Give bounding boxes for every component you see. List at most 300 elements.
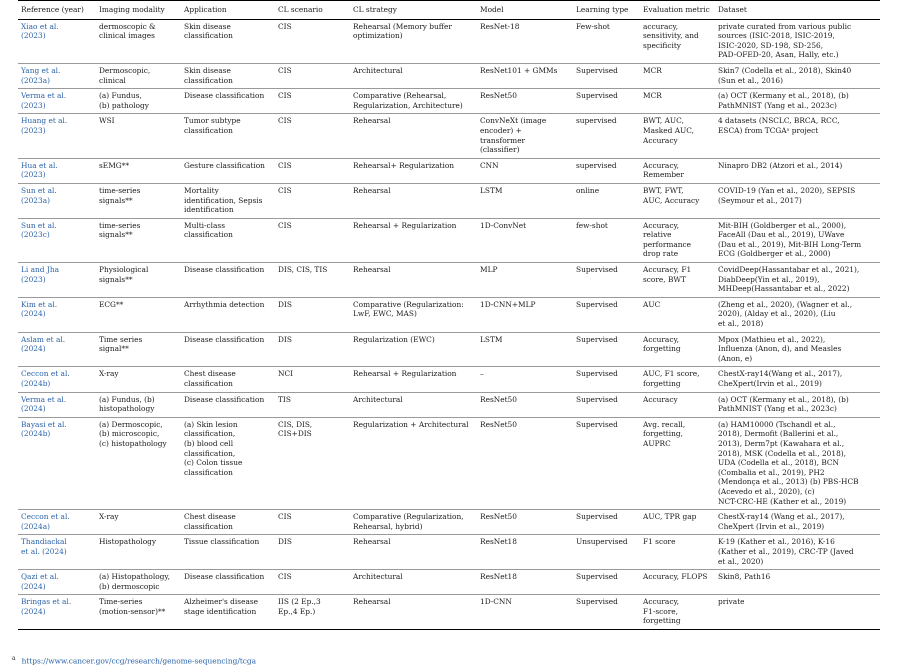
application-line: Gesture classification — [184, 160, 265, 170]
scenario-line: CIS — [278, 512, 292, 522]
scenario-line: DIS — [278, 537, 292, 547]
model-line: LSTM — [480, 185, 503, 195]
scenario-line: CIS — [278, 91, 292, 101]
application-cell — [181, 89, 275, 114]
strategy-cell — [350, 510, 477, 535]
header-dataset: Dataset — [715, 1, 880, 20]
modality-cell — [96, 570, 181, 595]
reference-line[interactable]: et al. (2024) — [21, 546, 67, 556]
reference-line[interactable]: (2023) — [21, 274, 46, 284]
metric-line: forgetting — [643, 616, 681, 626]
scenario-line: CIS — [278, 21, 292, 31]
model-cell — [477, 510, 573, 535]
table-row — [18, 297, 880, 332]
learning-type-line: few-shot — [576, 220, 608, 230]
model-cell — [477, 392, 573, 417]
application-cell — [181, 183, 275, 218]
header-cl-strategy: CL strategy — [350, 1, 477, 20]
modality-line: histopathology — [99, 404, 155, 414]
metric-line: AUPRC — [643, 438, 671, 448]
reference-cell — [18, 417, 96, 509]
reference-line[interactable]: Ceccon et al. — [21, 512, 70, 522]
reference-cell — [18, 332, 96, 367]
reference-line[interactable]: (2024a) — [21, 521, 50, 531]
learning-type-line: Supervised — [576, 265, 618, 275]
application-cell — [181, 510, 275, 535]
model-cell — [477, 570, 573, 595]
dataset-line: CheXpert(Irvin et al., 2019) — [718, 379, 822, 388]
learning-type-cell — [573, 392, 640, 417]
table-row — [18, 19, 880, 63]
application-line: Disease classification — [184, 334, 265, 344]
reference-cell — [18, 63, 96, 88]
model-line: ResNet50 — [480, 394, 517, 404]
learning-type-cell — [573, 263, 640, 298]
table-row — [18, 332, 880, 367]
application-line: Skin disease — [184, 65, 231, 75]
scenario-line: DIS, CIS, TIS — [278, 265, 328, 275]
reference-line[interactable]: Ceccon et al. — [21, 369, 70, 379]
application-cell — [181, 570, 275, 595]
dataset-cell — [715, 218, 880, 262]
dataset-cell — [715, 158, 880, 183]
dataset-cell — [715, 19, 880, 63]
dataset-line: ISIC-2020, SD-198, SD-256, — [718, 40, 824, 50]
reference-cell — [18, 19, 96, 63]
model-cell — [477, 417, 573, 509]
application-cell — [181, 367, 275, 392]
application-line: (a) Skin lesion — [184, 419, 238, 429]
application-cell — [181, 114, 275, 158]
application-line: classification — [184, 75, 233, 85]
model-line: ResNet101 + GMMs — [480, 65, 558, 75]
strategy-cell — [350, 218, 477, 262]
reference-line[interactable]: (2023a) — [21, 75, 50, 85]
scenario-cell — [275, 63, 350, 88]
strategy-line: Architectural — [353, 394, 403, 404]
metric-line: accuracy, — [643, 21, 679, 31]
metric-line: MCR — [643, 91, 662, 101]
scenario-line: DIS — [278, 299, 292, 309]
modality-line: signal** — [99, 344, 129, 354]
strategy-line: Regularization, Architecture) — [353, 100, 463, 110]
metric-line: sensitivity, and — [643, 31, 699, 41]
metric-cell — [640, 63, 715, 88]
model-line: ResNet50 — [480, 419, 517, 429]
dataset-line: FaceAll (Dau et al., 2019), UWave — [718, 230, 845, 240]
application-line: identification — [184, 205, 234, 215]
strategy-line: Rehearsal — [353, 597, 391, 607]
model-cell — [477, 297, 573, 332]
dataset-line: 2013), Derm7pt (Kawahara et al., — [718, 438, 845, 448]
reference-line[interactable]: Yang et al. — [21, 65, 61, 75]
metric-cell — [640, 417, 715, 509]
modality-line: ECG** — [99, 299, 124, 309]
scenario-line: IIS (2 Ep.,3 — [278, 597, 321, 607]
application-cell — [181, 392, 275, 417]
table-row — [18, 263, 880, 298]
application-line: Alzheimer's disease — [184, 597, 259, 607]
strategy-cell — [350, 392, 477, 417]
metric-line: AUC, Accuracy — [643, 195, 700, 205]
modality-line: (b) pathology — [99, 100, 149, 110]
modality-cell — [96, 535, 181, 570]
model-line: encoder) + — [480, 125, 522, 135]
strategy-cell — [350, 263, 477, 298]
modality-line: WSI — [99, 116, 115, 126]
model-cell — [477, 63, 573, 88]
reference-line[interactable]: Li and Jha — [21, 265, 59, 275]
strategy-line: Rehearsal+ Regularization — [353, 160, 455, 170]
learning-type-cell — [573, 218, 640, 262]
reference-line[interactable]: (2024) — [21, 404, 46, 414]
strategy-line: Architectural — [353, 65, 403, 75]
strategy-line: Rehearsal — [353, 185, 391, 195]
model-line: 1D-ConvNet — [480, 220, 527, 230]
learning-type-line: online — [576, 185, 600, 195]
application-cell — [181, 63, 275, 88]
table-body — [18, 19, 880, 629]
scenario-cell — [275, 510, 350, 535]
model-cell — [477, 114, 573, 158]
modality-cell — [96, 392, 181, 417]
learning-type-line: Supervised — [576, 419, 618, 429]
metric-line: MCR — [643, 65, 662, 75]
modality-cell — [96, 114, 181, 158]
dataset-line: DiabDeep(Yin et al., 2019), — [718, 274, 820, 284]
metric-line: drop rate — [643, 249, 679, 259]
scenario-cell — [275, 297, 350, 332]
modality-line: Histopathology — [99, 537, 157, 547]
modality-cell — [96, 158, 181, 183]
reference-cell — [18, 367, 96, 392]
model-cell — [477, 158, 573, 183]
scenario-cell — [275, 158, 350, 183]
strategy-cell — [350, 535, 477, 570]
strategy-line: Architectural — [353, 572, 403, 582]
modality-line: sEMG** — [99, 160, 130, 170]
scenario-line: CIS — [278, 65, 292, 75]
dataset-line: (Kather et al., 2019), CRC-TP (Javed — [718, 546, 854, 556]
reference-line[interactable]: Hua et al. — [21, 160, 58, 170]
dataset-line: (a) OCT (Kermany et al., 2018), (b) — [718, 394, 849, 404]
application-line: (c) Colon tissue — [184, 458, 243, 468]
strategy-line: optimization) — [353, 31, 403, 41]
strategy-cell — [350, 114, 477, 158]
metric-cell — [640, 332, 715, 367]
learning-type-cell — [573, 114, 640, 158]
learning-type-cell — [573, 417, 640, 509]
model-line: MLP — [480, 265, 498, 275]
dataset-line: ChestX-ray14 (Wang et al., 2017), — [718, 512, 845, 522]
dataset-cell — [715, 332, 880, 367]
modality-line: (a) Histopathology, — [99, 572, 170, 582]
reference-line[interactable]: Thandiackal — [21, 537, 67, 547]
modality-line: X-ray — [99, 369, 119, 379]
scenario-cell — [275, 367, 350, 392]
scenario-cell — [275, 570, 350, 595]
model-line: LSTM — [480, 334, 503, 344]
model-line: ResNet18 — [480, 572, 517, 582]
metric-line: BWT, AUC, — [643, 116, 684, 126]
table-row — [18, 392, 880, 417]
metric-cell — [640, 158, 715, 183]
application-line: stage identification — [184, 606, 257, 616]
modality-line: dermoscopic & — [99, 21, 156, 31]
dataset-line: (a) OCT (Kermany et al., 2018), (b) — [718, 91, 849, 101]
reference-cell — [18, 392, 96, 417]
table-row — [18, 595, 880, 630]
model-line: CNN — [480, 160, 499, 170]
scenario-line: Ep.,4 Ep.) — [278, 606, 316, 616]
application-cell — [181, 332, 275, 367]
reference-line[interactable]: Bayasi et al. — [21, 419, 67, 429]
modality-cell — [96, 263, 181, 298]
reference-line[interactable]: (2023) — [21, 170, 46, 180]
metric-line: Accuracy — [643, 135, 678, 145]
scenario-line: CIS — [278, 116, 292, 126]
dataset-cell — [715, 570, 880, 595]
application-line: classification — [184, 230, 233, 240]
reference-line[interactable]: Qazi et al. — [21, 572, 59, 582]
learning-type-line: Supervised — [576, 597, 618, 607]
strategy-line: Rehearsal — [353, 116, 391, 126]
strategy-cell — [350, 367, 477, 392]
dataset-cell — [715, 183, 880, 218]
metric-line: score, BWT — [643, 274, 686, 284]
application-line: Tumor subtype — [184, 116, 241, 126]
reference-cell — [18, 510, 96, 535]
modality-cell — [96, 89, 181, 114]
application-line: classification, — [184, 448, 236, 458]
dataset-cell — [715, 63, 880, 88]
application-line: Disease classification — [184, 91, 265, 101]
scenario-line: CIS — [278, 185, 292, 195]
dataset-line: (Dau et al., 2019), Mit-BIH Long-Term — [718, 239, 862, 249]
reference-line[interactable]: (2024b) — [21, 379, 51, 388]
reference-cell — [18, 183, 96, 218]
learning-type-cell — [573, 535, 640, 570]
learning-type-line: Supervised — [576, 65, 618, 75]
learning-type-line: Supervised — [576, 299, 618, 309]
reference-line[interactable]: Sun et al. — [21, 220, 57, 230]
metric-cell — [640, 89, 715, 114]
application-line: (b) blood cell — [184, 438, 234, 448]
reference-line[interactable]: Kim et al. — [21, 299, 58, 309]
metric-line: F1 score — [643, 537, 676, 547]
modality-line: signals** — [99, 274, 133, 284]
dataset-line: (Sun et al., 2016) — [718, 75, 784, 85]
reference-line[interactable]: (2023) — [21, 31, 46, 41]
model-line: ConvNeXt (image — [480, 116, 547, 126]
scenario-cell — [275, 183, 350, 218]
application-cell — [181, 263, 275, 298]
metric-line: Accuracy, — [643, 160, 679, 170]
dataset-line: Influenza (Anon, d), and Measles — [718, 344, 842, 354]
modality-line: (a) Fundus, (b) — [99, 394, 155, 404]
dataset-line: COVID-19 (Yan et al., 2020), SEPSIS — [718, 185, 856, 195]
application-line: classification — [184, 467, 233, 477]
reference-line[interactable]: Bringas et al. — [21, 597, 72, 607]
application-cell — [181, 158, 275, 183]
scenario-cell — [275, 218, 350, 262]
reference-line[interactable]: (2023a) — [21, 195, 50, 205]
model-cell — [477, 89, 573, 114]
learning-type-line: supervised — [576, 160, 617, 170]
dataset-line: NCT-CRC-HE (Kather et al., 2019) — [718, 496, 847, 506]
model-line: transformer — [480, 135, 526, 145]
table-row — [18, 510, 880, 535]
model-cell — [477, 218, 573, 262]
learning-type-line: Few-shot — [576, 21, 610, 31]
strategy-line: Regularization + Architectural — [353, 419, 469, 429]
strategy-cell — [350, 63, 477, 88]
table-row — [18, 158, 880, 183]
learning-type-cell — [573, 89, 640, 114]
application-cell — [181, 535, 275, 570]
dataset-line: ECG (Goldberger et al., 2000) — [718, 249, 831, 259]
modality-line: (c) histopathology — [99, 438, 167, 448]
dataset-line: Mit-BIH (Goldberger et al., 2000), — [718, 220, 847, 230]
reference-line[interactable]: Sun et al. — [21, 185, 57, 195]
application-line: identification, Sepsis — [184, 195, 263, 205]
footnote-link[interactable]: https://www.cancer.gov/ccg/research/genome-sequencing/tcga — [21, 656, 257, 666]
header-learning-type: Learning type — [573, 1, 640, 20]
metric-cell — [640, 114, 715, 158]
footnote-marker: a — [12, 655, 16, 662]
modality-line: (a) Dermoscopic, — [99, 419, 163, 429]
learning-type-line: Supervised — [576, 512, 618, 522]
model-line: ResNet18 — [480, 537, 517, 547]
metric-cell — [640, 19, 715, 63]
application-cell — [181, 595, 275, 630]
application-line: Arrhythmia detection — [184, 299, 265, 309]
scenario-cell — [275, 263, 350, 298]
application-cell — [181, 417, 275, 509]
metric-cell — [640, 392, 715, 417]
dataset-cell — [715, 392, 880, 417]
model-cell — [477, 263, 573, 298]
dataset-line: (Acevedo et al., 2020), (c) — [718, 486, 815, 496]
metric-cell — [640, 535, 715, 570]
application-line: classification — [184, 125, 233, 135]
dataset-cell — [715, 417, 880, 509]
scenario-line: CIS — [278, 572, 292, 582]
application-line: Chest disease — [184, 369, 236, 379]
metric-cell — [640, 263, 715, 298]
reference-cell — [18, 535, 96, 570]
learning-type-line: Unsupervised — [576, 537, 628, 547]
dataset-line: PathMNIST (Yang et al., 2023c) — [718, 100, 837, 110]
reference-line[interactable]: Verma et al. — [21, 394, 67, 404]
reference-line[interactable]: (2024b) — [21, 429, 51, 439]
learning-type-cell — [573, 367, 640, 392]
reference-line[interactable]: Xiao et al. — [21, 21, 59, 31]
modality-line: (a) Fundus, — [99, 91, 142, 101]
metric-line: F1-score, — [643, 606, 678, 616]
learning-type-cell — [573, 158, 640, 183]
dataset-line: sources (ISIC-2018, ISIC-2019, — [718, 31, 835, 41]
model-line: ResNet50 — [480, 91, 517, 101]
dataset-line: PAD-OFED-20, Asan, Hally, etc.) — [718, 50, 839, 60]
application-line: Skin disease — [184, 21, 231, 31]
reference-line[interactable]: (2024) — [21, 581, 46, 591]
strategy-cell — [350, 332, 477, 367]
reference-line[interactable]: Aslam et al. — [21, 334, 66, 344]
dataset-line: private curated from various public — [718, 21, 852, 31]
scenario-cell — [275, 417, 350, 509]
metric-line: relative — [643, 230, 672, 240]
reference-line[interactable]: (2023) — [21, 100, 46, 110]
dataset-line: CovidDeep(Hassantabar et al., 2021), — [718, 265, 860, 275]
modality-line: (b) dermoscopic — [99, 581, 160, 591]
model-line: ResNet50 — [480, 512, 517, 522]
header-evaluation-metric: Evaluation metric — [640, 1, 715, 20]
learning-type-cell — [573, 183, 640, 218]
reference-line[interactable]: (2024) — [21, 309, 46, 319]
modality-line: X-ray — [99, 512, 119, 522]
dataset-line: et al., 2018) — [718, 319, 764, 329]
metric-cell — [640, 183, 715, 218]
model-cell — [477, 535, 573, 570]
dataset-line: Ninapro DB2 (Atzori et al., 2014) — [718, 160, 843, 170]
strategy-line: Comparative (Regularization: — [353, 299, 464, 309]
metric-line: AUC, TPR gap — [643, 512, 697, 522]
strategy-cell — [350, 297, 477, 332]
metric-line: Accuracy, — [643, 334, 679, 344]
dataset-line: 2018), MSK (Codella et al., 2018), — [718, 448, 847, 458]
reference-cell — [18, 595, 96, 630]
reference-line[interactable]: (2024) — [21, 606, 46, 616]
metric-cell — [640, 510, 715, 535]
modality-line: Physiological — [99, 265, 149, 275]
application-line: Disease classification — [184, 265, 265, 275]
scenario-line: NCI — [278, 369, 294, 379]
modality-cell — [96, 510, 181, 535]
scenario-line: CIS — [278, 220, 292, 230]
learning-type-cell — [573, 570, 640, 595]
reference-cell — [18, 570, 96, 595]
reference-line[interactable]: (2024) — [21, 344, 46, 354]
table-row — [18, 89, 880, 114]
header-reference: Reference (year) — [18, 1, 96, 20]
dataset-line: CheXpert (Irvin et al., 2019) — [718, 521, 825, 531]
strategy-cell — [350, 417, 477, 509]
strategy-line: Rehearsal — [353, 265, 391, 275]
strategy-line: Rehearsal — [353, 537, 391, 547]
learning-type-line: Supervised — [576, 394, 618, 404]
metric-line: AUC — [643, 299, 661, 309]
metric-line: forgetting — [643, 344, 681, 354]
scenario-cell — [275, 392, 350, 417]
strategy-line: LwF, EWC, MAS) — [353, 309, 417, 319]
reference-line[interactable]: (2023c) — [21, 230, 50, 240]
model-cell — [477, 19, 573, 63]
reference-line[interactable]: (2023) — [21, 125, 46, 135]
dataset-line: (Seymour et al., 2017) — [718, 195, 802, 205]
scenario-cell — [275, 535, 350, 570]
modality-line: clinical images — [99, 31, 155, 41]
application-line: Mortality — [184, 185, 219, 195]
table-row — [18, 535, 880, 570]
reference-line[interactable]: Verma et al. — [21, 91, 67, 101]
learning-type-line: Supervised — [576, 369, 618, 379]
scenario-cell — [275, 89, 350, 114]
metric-line: Accuracy — [643, 394, 678, 404]
modality-cell — [96, 297, 181, 332]
reference-line[interactable]: Huang et al. — [21, 116, 68, 126]
metric-line: specificity — [643, 40, 681, 50]
